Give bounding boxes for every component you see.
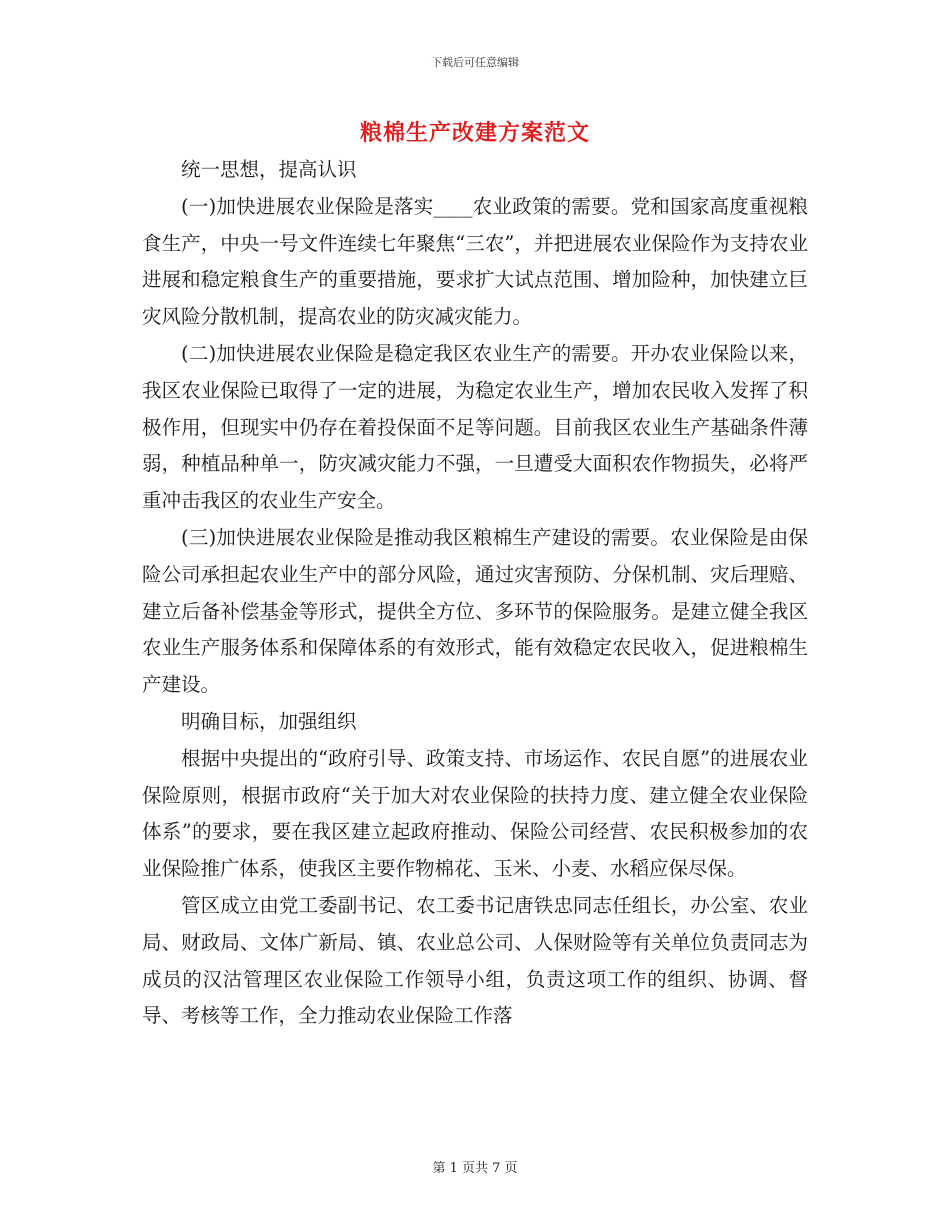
header-note: 下载后可任意编辑	[431, 56, 519, 69]
section-heading-1: 统一思想，提高认识	[181, 158, 357, 181]
paragraph-4: 根据中央提出的“政府引导、政策支持、市场运作、农民自愿”的进展农业保险原则，根据市政府“关于加大对农业保险的扶持力度、建立健全农业保险体系”的要求，要在我区建立起政府推动、保险公司经营、农民积极参加的农业保险推广体系，使我区主要作物棉花、玉米、小麦、水稻应保尽保。	[142, 746, 808, 881]
page-number: 第 1 页共 7 页	[432, 1161, 518, 1176]
paragraph-5: 管区成立由党工委副书记、农工委书记唐铁忠同志任组长，办公室、农业局、财政局、文体广新局、镇、农业总公司、人保财险等有关单位负责同志为成员的汉沽管理区农业保险工作领导小组，负责这项工作的组织、协调、督导、考核等工作，全力推动农业保险工作落	[142, 893, 808, 1028]
document-title: 粮棉生产改建方案范文	[359, 120, 590, 146]
paragraph-2: (二)加快进展农业保险是稳定我区农业生产的需要。开办农业保险以来，我区农业保险已取得了一定的进展，为稳定农业生产，增加农民收入发挥了积极作用，但现实中仍存在着投保面不足等问题。目前我区农业生产基础条件薄弱，种植品种单一，防灾减灾能力不强，一旦遭受大面积农作物损失，必将严重冲击我区的农业生产安全。	[142, 341, 808, 513]
paragraph-3: (三)加快进展农业保险是推动我区粮棉生产建设的需要。农业保险是由保险公司承担起农业生产中的部分风险，通过灾害预防、分保机制、灾后理赔、建立后备补偿基金等形式，提供全方位、多环节的保险服务。是建立健全我区农业生产服务体系和保障体系的有效形式，能有效稳定农民收入，促进粮棉生产建设。	[142, 525, 808, 697]
document-body	[142, 152, 808, 1035]
section-heading-2: 明确目标，加强组织	[181, 709, 357, 733]
paragraph-1: (一)加快进展农业保险是落实____农业政策的需要。党和国家高度重视粮食生产，中央一号文件连续七年聚焦“三农”，并把进展农业保险作为支持农业进展和稳定粮食生产的重要措施，要求扩大试点范围、增加险种，加快建立巨灾风险分散机制，提高农业的防灾减灾能力。	[142, 194, 808, 329]
